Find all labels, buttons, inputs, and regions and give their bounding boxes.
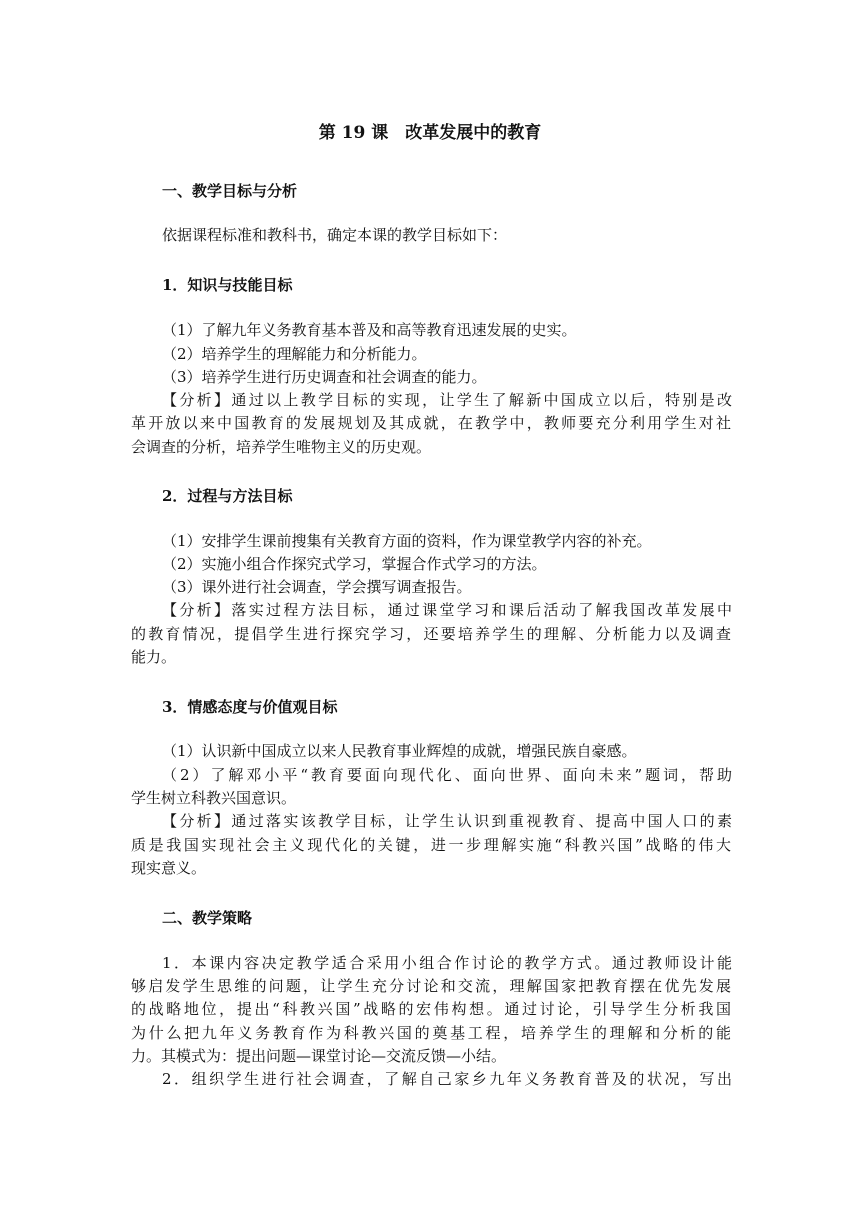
goal-heading-process: 2．过程与方法目标 <box>162 487 293 505</box>
list-item-continued: 学生树立科教兴国意识。 <box>131 789 297 807</box>
paragraph-line: 2．组织学生进行社会调查，了解自己家乡九年义务教育普及的状况，写出 <box>162 1070 732 1088</box>
list-item: （1）了解九年义务教育基本普及和高等教育迅速发展的史实。 <box>162 321 577 339</box>
page-title: 第 19 课 改革发展中的教育 <box>318 123 542 143</box>
analysis-line: 能力。 <box>131 648 177 666</box>
analysis-line: 【分析】通过以上教学目标的实现，让学生了解新中国成立以后，特别是改 <box>162 391 732 409</box>
section-heading-goals: 一、教学目标与分析 <box>162 182 298 200</box>
list-item: （2）培养学生的理解能力和分析能力。 <box>162 345 427 363</box>
list-item: （1）认识新中国成立以来人民教育事业辉煌的成就，增强民族自豪感。 <box>162 742 637 760</box>
analysis-line: 的教育情况，提倡学生进行探究学习，还要培养学生的理解、分析能力以及调查 <box>131 625 731 643</box>
paragraph-line: 1．本课内容决定教学适合采用小组合作讨论的教学方式。通过教师设计能 <box>162 954 732 972</box>
paragraph-line: 的战略地位，提出“科教兴国”战略的宏伟构想。通过讨论，引导学生分析我国 <box>131 1000 731 1018</box>
list-item: （3）课外进行社会调查，学会撰写调查报告。 <box>162 578 472 596</box>
paragraph-line: 力。其模式为：提出问题—课堂讨论—交流反馈—小结。 <box>131 1047 507 1065</box>
paragraph-line: 够启发学生思维的问题，让学生充分讨论和交流，理解国家把教育摆在优先发展 <box>131 977 731 995</box>
list-item: （2）了解邓小平“教育要面向现代化、面向世界、面向未来”题词，帮助 <box>162 766 732 784</box>
list-item: （3）培养学生进行历史调查和社会调查的能力。 <box>162 368 487 386</box>
list-item: （2）实施小组合作探究式学习，掌握合作式学习的方法。 <box>162 555 547 573</box>
paragraph-line: 为什么把九年义务教育作为科教兴国的奠基工程，培养学生的理解和分析的能 <box>131 1024 731 1042</box>
analysis-line: 现实意义。 <box>131 859 207 877</box>
analysis-line: 会调查的分析，培养学生唯物主义的历史观。 <box>131 438 432 456</box>
analysis-line: 质是我国实现社会主义现代化的关键，进一步理解实施“科教兴国”战略的伟大 <box>131 836 731 854</box>
section-heading-strategy: 二、教学策略 <box>162 909 253 927</box>
goal-heading-knowledge: 1．知识与技能目标 <box>162 276 293 294</box>
list-item: （1）安排学生课前搜集有关教育方面的资料，作为课堂教学内容的补充。 <box>162 532 652 550</box>
goal-heading-values: 3．情感态度与价值观目标 <box>162 698 338 716</box>
analysis-line: 革开放以来中国教育的发展规划及其成就，在教学中，教师要充分利用学生对社 <box>131 414 731 432</box>
intro-text: 依据课程标准和教科书，确定本课的教学目标如下： <box>162 226 508 244</box>
analysis-line: 【分析】落实过程方法目标，通过课堂学习和课后活动了解我国改革发展中 <box>162 601 732 619</box>
analysis-line: 【分析】通过落实该教学目标，让学生认识到重视教育、提高中国人口的素 <box>162 812 732 830</box>
